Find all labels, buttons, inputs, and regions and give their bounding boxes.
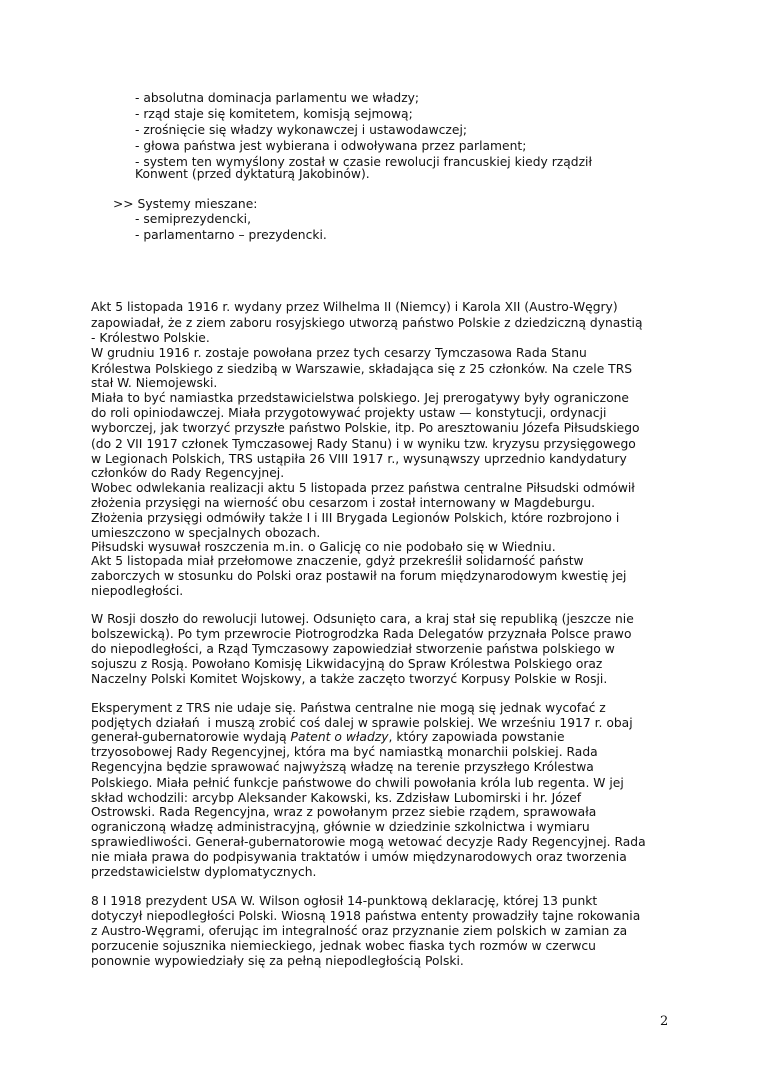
body-line: dotyczył niepodległości Polski. Wiosną 1918 państwa ententy prowadziły tajne rokowania — [91, 909, 641, 923]
body-line: W Rosji doszło do rewolucji lutowej. Odsunięto cara, a kraj stał się republiką (jeszcze nie — [91, 612, 634, 626]
body-line: sojuszu z Rosją. Powołano Komisję Likwidacyjną do Spraw Królestwa Polskiego oraz — [91, 657, 603, 671]
body-line: Złożenia przysięgi odmówiły także I i III Brygada Legionów Polskich, które rozbrojono i — [91, 511, 620, 525]
list-item: - system ten wymyślony został w czasie rewolucji francuskiej kiedy rządził — [135, 155, 592, 169]
body-text: generał-gubernatorowie wydają — [91, 730, 291, 744]
body-line: do roli opiniodawczej. Miała przygotowywać projekty ustaw — konstytucji, ordynacji — [91, 406, 607, 420]
list-item-continuation: Konwent (przed dyktaturą Jakobinów). — [135, 167, 370, 181]
body-line: W grudniu 1916 r. zostaje powołana przez tych cesarzy Tymczasowa Rada Stanu — [91, 346, 587, 360]
body-line: Królestwa Polskiego z siedzibą w Warszawie, składająca się z 25 członków. Na czele TRS — [91, 362, 633, 376]
list-item: - rząd staje się komitetem, komisją sejmową; — [135, 107, 413, 121]
list-item: - absolutna dominacja parlamentu we władzy; — [135, 91, 420, 105]
list-item: - zrośnięcie się władzy wykonawczej i ustawodawczej; — [135, 123, 468, 137]
body-line — [91, 729, 565, 745]
body-line: Piłsudski wysuwał roszczenia m.in. o Galicję co nie podobało się w Wiedniu. — [91, 540, 556, 554]
body-line: Polskiego. Miała pełnić funkcje państwowe do chwili powołania króla lub regenta. W jej — [91, 776, 624, 790]
body-line: 8 I 1918 prezydent USA W. Wilson ogłosił 14-punktową deklarację, której 13 punkt — [91, 894, 598, 908]
body-line: podjętych działań i muszą zrobić coś dalej w sprawie polskiej. We wrześniu 1917 r. obaj — [91, 716, 633, 730]
body-line: Eksperyment z TRS nie udaje się. Państwa centralne nie mogą się jednak wycofać z — [91, 701, 606, 715]
list-item: - parlamentarno – prezydencki. — [135, 228, 327, 242]
section-heading: >> Systemy mieszane: — [113, 197, 258, 211]
page-number: 2 — [660, 1014, 669, 1029]
italic-title: Patent o władzy — [290, 730, 389, 744]
body-line: nie miała prawa do podpisywania traktatów i umów międzynarodowych oraz tworzenia — [91, 850, 627, 864]
body-line: bolszewicką). Po tym przewrocie Piotrogrodzka Rada Delegatów przyznała Polsce prawo — [91, 627, 632, 641]
body-line: Akt 5 listopada miał przełomowe znaczenie, gdyż przekreślił solidarność państw — [91, 554, 584, 568]
body-line: wyborczej, jak tworzyć przyszłe państwo Polskie, itp. Po aresztowaniu Józefa Piłsudskiego — [91, 421, 640, 435]
body-line: w Legionach Polskich, TRS ustąpiła 26 VIII 1917 r., wysunąwszy uprzednio kandydatury — [91, 452, 627, 466]
body-line: przedstawicielstw dyplomatycznych. — [91, 865, 317, 879]
body-line: Ostrowski. Rada Regencyjna, wraz z powołanym przez siebie rządem, sprawowała — [91, 805, 597, 819]
body-line: z Austro-Węgrami, oferując im integralność oraz przyznanie ziem polskich w zamian za — [91, 924, 628, 938]
body-line: sprawiedliwości. Generał-gubernatorowie mogą wetować decyzje Rady Regencyjnej. Rada — [91, 835, 646, 849]
body-line: zapowiadał, że z ziem zaboru rosyjskiego utworzą państwo Polskie z dziedziczną dynastią — [91, 316, 643, 330]
body-line: do niepodległości, a Rząd Tymczasowy zapowiedział stworzenie państwa polskiego w — [91, 642, 615, 656]
body-line: Akt 5 listopada 1916 r. wydany przez Wilhelma II (Niemcy) i Karola XII (Austro-Węgry) — [91, 300, 618, 314]
body-line: (do 2 VII 1917 członek Tymczasowej Rady Stanu) i w wyniku tzw. kryzysu przysięgowego — [91, 437, 636, 451]
body-line: skład wchodzili: arcybp Aleksander Kakowski, ks. Zdzisław Lubomirski i hr. Józef — [91, 791, 582, 805]
body-line: - Królestwo Polskie. — [91, 331, 210, 345]
body-line: ograniczoną władzę administracyjną, głównie w dziedzinie szkolnictwa i wymiaru — [91, 820, 590, 834]
body-line: umieszczono w specjalnych obozach. — [91, 526, 321, 540]
body-line: zaborczych w stosunku do Polski oraz postawił na forum międzynarodowym kwestię jej — [91, 569, 627, 583]
body-line: złożenia przysięgi na wierność obu cesarzom i został internowany w Magdeburgu. — [91, 496, 596, 510]
list-item: - głowa państwa jest wybierana i odwoływana przez parlament; — [135, 139, 527, 153]
body-line: Naczelny Polski Komitet Wojskowy, a także zaczęto tworzyć Korpusy Polskie w Rosji. — [91, 672, 608, 686]
body-line: ponownie wypowiedziały się za pełną niepodległością Polski. — [91, 954, 464, 968]
body-text: , który zapowiada powstanie — [388, 730, 565, 744]
list-item: - semiprezydencki, — [135, 212, 251, 226]
body-line: trzyosobowej Rady Regencyjnej, która ma być namiastką monarchii polskiej. Rada — [91, 745, 598, 759]
body-line: stał W. Niemojewski. — [91, 376, 218, 390]
body-line: niepodległości. — [91, 584, 184, 598]
body-line: porzucenie sojusznika niemieckiego, jednak wobec fiaska tych rozmów w czerwcu — [91, 939, 596, 953]
body-line: Regencyjna będzie sprawować najwyższą władzę na terenie przyszłego Królestwa — [91, 760, 594, 774]
body-line: członków do Rady Regencyjnej. — [91, 466, 285, 480]
body-line: Miała to być namiastka przedstawicielstwa polskiego. Jej prerogatywy były ograniczone — [91, 391, 630, 405]
body-line: Wobec odwlekania realizacji aktu 5 listopada przez państwa centralne Piłsudski odmówił — [91, 481, 635, 495]
